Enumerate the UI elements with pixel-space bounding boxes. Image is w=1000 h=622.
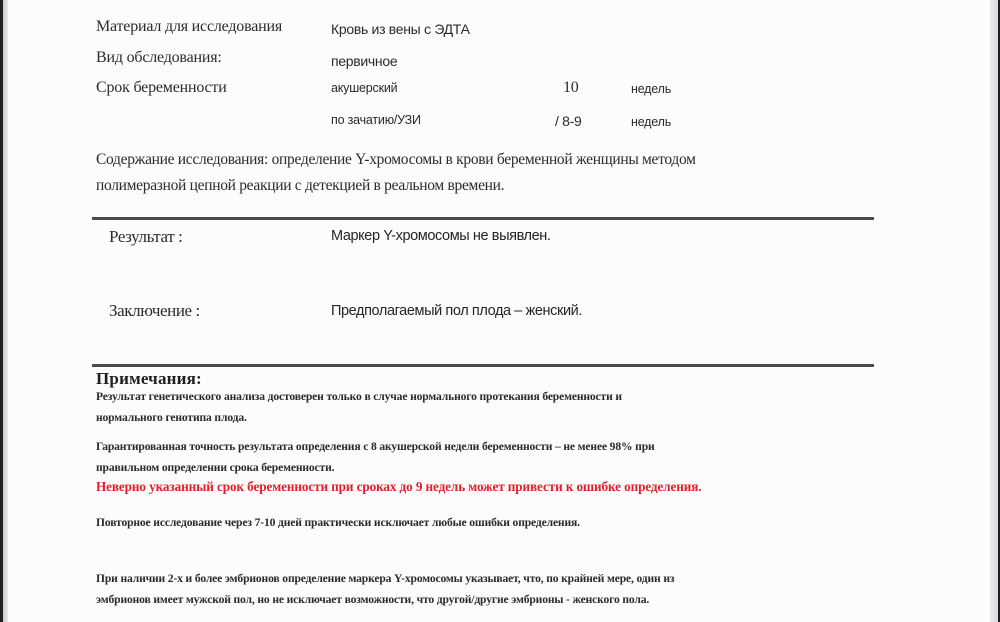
conclusion-value: Предполагаемый пол плода – женский. bbox=[331, 303, 582, 319]
gestation-conception-label: по зачатию/УЗИ bbox=[331, 113, 421, 127]
exam-type-label: Вид обследования: bbox=[96, 49, 222, 66]
left-edge-shadow bbox=[3, 0, 8, 622]
study-content bbox=[96, 147, 696, 199]
note-1-line-1: Результат генетического анализа достоверен только в случае нормального протекания беременности и bbox=[96, 390, 622, 403]
gestation-obstetric-value: 10 bbox=[563, 79, 579, 96]
note-4-line-2: эмбрионов имеет мужской пол, но не исключает возможности, что другой/другие эмбрионы - женского пола. bbox=[96, 593, 650, 606]
note-4-line-1: При наличии 2-х и более эмбрионов определение маркера Y-хромосомы указывает, что, по крайней мере, один из bbox=[96, 572, 675, 585]
notes-title: Примечания: bbox=[96, 369, 202, 388]
note-2-line-2: правильном определении срока беременности. bbox=[96, 461, 335, 474]
material-label: Материал для исследования bbox=[96, 18, 282, 35]
warning-note: Неверно указанный срок беременности при сроках до 9 недель может привести к ошибке определения. bbox=[96, 479, 702, 494]
gestation-label: Срок беременности bbox=[96, 79, 227, 96]
exam-type-value: первичное bbox=[331, 53, 398, 69]
note-1-line-2: нормального генотипа плода. bbox=[96, 411, 247, 424]
study-content-line-1: Содержание исследования: определение Y-хромосомы в крови беременной женщины методом bbox=[96, 151, 696, 168]
conclusion-label: Заключение : bbox=[109, 301, 200, 320]
material-value: Кровь из вены с ЭДТА bbox=[331, 21, 470, 37]
note-1 bbox=[96, 386, 622, 428]
study-content-line-2: полимеразной цепной реакции с детекцией в реальном времени. bbox=[96, 177, 505, 194]
result-value: Маркер Y-хромосомы не выявлен. bbox=[331, 228, 551, 244]
divider-top bbox=[92, 217, 874, 220]
divider-bottom bbox=[92, 364, 874, 367]
note-4 bbox=[96, 568, 674, 610]
note-3: Повторное исследование через 7-10 дней практически исключает любые ошибки определения. bbox=[96, 516, 580, 529]
gestation-conception-value: / 8-9 bbox=[555, 113, 582, 129]
note-2 bbox=[96, 436, 655, 478]
note-2-line-1: Гарантированная точность результата определения с 8 акушерской недели беременности – не менее 98% при bbox=[96, 440, 655, 453]
gestation-obstetric-label: акушерский bbox=[331, 81, 398, 95]
right-edge-shadow bbox=[990, 0, 998, 622]
gestation-obstetric-unit: недель bbox=[631, 82, 672, 96]
result-label: Результат : bbox=[109, 227, 183, 246]
gestation-conception-unit: недель bbox=[631, 115, 672, 129]
